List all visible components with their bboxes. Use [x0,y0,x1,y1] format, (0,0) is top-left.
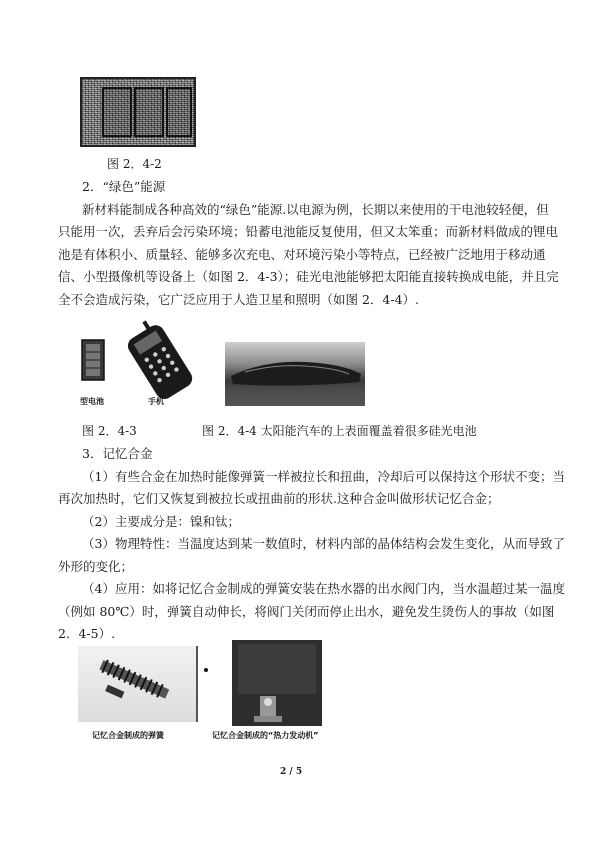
item-1-line-1: （1）有些合金在加热时能像弹簧一样被拉长和扭曲，冷却后可以保持这个形状不变；当 [82,469,565,484]
section-2-line-1: 新材料能制成各种高效的“绿色”能源.以电源为例，长期以来使用的干电池较轻便，但 [82,202,549,217]
item-4-line-3: 2．4-5）. [58,626,116,641]
spring-illustration [78,646,196,722]
figure-2-4-2-caption: 图 2．4-2 [107,157,162,171]
phone-label: 手机 [148,397,164,406]
engine-label: 记忆合金制成的“热力发动机” [212,731,319,740]
section-2-heading: 2．“绿色”能源 [82,179,166,194]
section-2-line-2: 只能用一次，丢弃后会污染环境；铅蓄电池能反复使用，但又太笨重；而新材料做成的锂电 [58,224,559,239]
section-2-line-4: 信、小型摄像机等设备上（如图 2．4-3）；硅光电池能够把太阳能直接转换成电能，并且完 [58,269,559,284]
item-4-line-1: （4）应用：如将记忆合金制成的弹簧安装在热水器的出水阀门内，当水温超过某一温度 [82,581,565,596]
figure-2-4-2-image [80,77,196,147]
section-3-heading: 3．记忆合金 [82,446,153,461]
section-2-line-3: 池是有体积小、质量轻、能够多次充电、对环境污染小等特点，已经被广泛地用于移动通 [58,247,546,262]
heat-engine-illustration [232,640,322,726]
battery-label: 型电池 [80,397,104,406]
figure-2-4-4-image [225,342,365,406]
figure-2-4-3-caption: 图 2．4-3 [82,424,137,438]
item-3-line-2: 外形的变化； [58,559,134,574]
solar-car-illustration [225,342,365,406]
section-2-line-5: 全不会造成污染，它广泛应用于人造卫星和照明（如图 2．4-4）. [58,292,420,307]
figure-2-4-4-caption: 图 2．4-4 太阳能汽车的上表面覆盖着很多硅光电池 [202,424,477,438]
page-number: 2 / 5 [280,767,303,777]
figure-2-4-5-spring-image [78,646,198,722]
spring-label: 记忆合金制成的弹簧 [92,731,164,740]
item-4-line-2: （例如 80℃）时，弹簧自动伸长，将阀门关闭而停止出水，避免发生烫伤人的事故（如图 [58,604,555,619]
item-3-line-1: （3）物理特性：当温度达到某一数值时，材料内部的晶体结构会发生变化，从而导致了 [82,536,565,551]
battery-and-phone-illustration [76,318,216,408]
item-1-line-2: 再次加热时，它们又恢复到被拉长或扭曲前的形状.这种合金叫做形状记忆合金； [58,491,500,506]
item-2-line-1: （2）主要成分是：镍和钛； [82,514,240,529]
figure-2-4-5-engine-image [232,640,322,726]
dot-mark [204,668,208,672]
figure-2-4-3-image [76,318,216,408]
